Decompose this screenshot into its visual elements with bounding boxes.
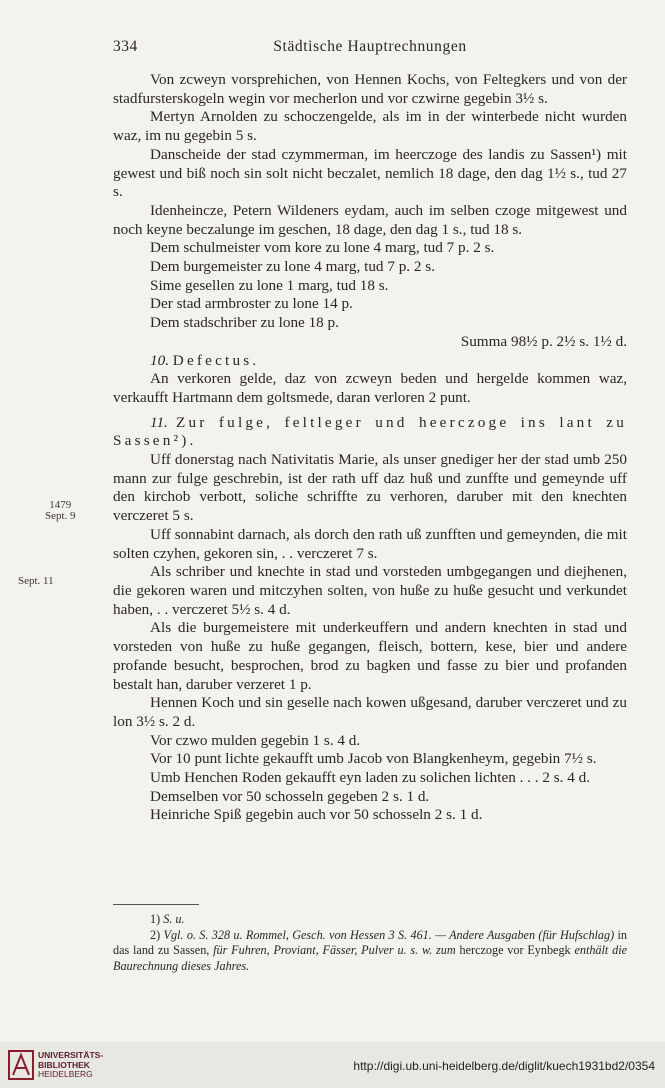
library-name-line: BIBLIOTHEK	[38, 1059, 90, 1070]
paragraph: Dem schulmeister vom kore zu lone 4 marg, tud 7 p. 2 s.	[150, 239, 495, 257]
running-header	[113, 38, 627, 58]
paragraph: Hennen Koch und sin geselle nach kowen ußgesand, daruber verczeret und zu lon 3½ s. 2 d.	[113, 694, 627, 730]
paragraph: Vor czwo mulden gegebin 1 s. 4 d.	[150, 731, 361, 749]
footnote-2	[113, 928, 627, 975]
margin-sept9: Sept. 9	[45, 510, 76, 522]
section-heading-10	[113, 352, 627, 371]
footnote-mark: 2)	[150, 927, 161, 942]
paragraph: Umb Henchen Roden gekaufft eyn laden zu solichen lichten . . . 2 s. 4 d.	[150, 769, 591, 787]
footnote-text: herczoge vor Eynbegk	[455, 943, 575, 957]
margin-year: 1479	[49, 499, 72, 511]
footnote-text: für Fuhren, Proviant, Fässer, Pulver u. s. w. zum	[213, 943, 456, 957]
paragraph: Idenheincze, Petern Wildeners eydam, auch im selben czoge mitgewest und noch keyne beczalunge im geschen, 18 dage, den dag 1 s., tud 18 s.	[113, 201, 627, 238]
footnotes	[113, 912, 627, 974]
library-name-line: UNIVERSITÄTS-	[38, 1050, 104, 1060]
paragraph: Heinriche Spiß gegebin auch vor 50 schosseln 2 s. 1 d.	[150, 806, 483, 824]
section-title: Zur fulge, feltleger und heerczoge ins lant zu Sassen²).	[113, 413, 627, 450]
section-title: Defectus.	[172, 351, 260, 369]
section-number: 11.	[150, 413, 168, 431]
paragraph: Uff sonnabint darnach, als dorch den rath uß zunfften und gemeynden, die mit solten czyhen, gekoren sin, . . verczeret 7 s.	[113, 525, 627, 562]
margin-note-date	[45, 500, 76, 522]
library-name-line: HEIDELBERG	[38, 1069, 93, 1079]
margin-sept11: Sept. 11	[18, 575, 54, 587]
paragraph: Mertyn Arnolden zu schoczengelde, als im in der winterbede nicht wurden waz, im nu gegebin 5 s.	[113, 108, 627, 145]
footnote-text: enthält die Baurechnung dieses Jahres.	[113, 943, 627, 973]
university-library-logo-icon	[8, 1050, 34, 1080]
section-number: 10.	[150, 351, 169, 369]
footnote-text: S. u.	[163, 912, 185, 926]
section-heading-11	[113, 414, 627, 451]
main-text	[113, 71, 627, 825]
paragraph: Sime gesellen zu lone 1 marg, tud 18 s.	[150, 276, 389, 294]
footnote-mark: 1)	[150, 912, 161, 926]
paragraph: Demselben vor 50 schosseln gegeben 2 s. 1 d.	[150, 787, 430, 805]
paragraph: Als schriber und knechte in stad und vorsteden umbgegangen und diejhenen, die gekoren waren und mitczyhen solten, von huße zu huße gesucht und verkundet haben, . . verczeret 5½ s. 4 d.	[113, 563, 627, 618]
footnote-rule	[113, 904, 199, 905]
running-title: Städtische Hauptrechnungen	[273, 38, 467, 55]
paragraph: Dem burgemeister zu lone 4 marg, tud 7 p. 2 s.	[150, 258, 435, 276]
summa-line: Summa 98½ p. 2½ s. 1½ d.	[460, 332, 627, 350]
footnote-text: in das land zu Sassen,	[113, 927, 627, 957]
paragraph: Danscheide der stad czymmerman, im heerczoge des landis zu Sassen¹) mit gewest und biß noch sin solt nicht beczalet, nemlich 18 dage, den dag 1½ s., tud 27 s.	[113, 145, 627, 201]
paragraph: Dem stadschriber zu lone 18 p.	[150, 314, 339, 332]
paragraph: An verkoren gelde, daz von zcweyn beden und hergelde kommen waz, verkaufft Hartmann dem goltsmede, daran verloren 2 punt.	[113, 370, 627, 406]
paragraph: Von zcweyn vorsprehichen, von Hennen Kochs, von Feltegkers und von der stadfursterskogeln wegin vor mecherlon und vor czwirne gegebin 3½ s.	[113, 71, 627, 107]
footnote-1	[113, 912, 627, 928]
paragraph: Vor 10 punt lichte gekaufft umb Jacob von Blangkenheym, gegebin 7½ s.	[150, 750, 597, 768]
paragraph: Uff donerstag nach Nativitatis Marie, als unser gnediger her der stad umb 250 mann zur fulge geschrebin, ist der rath uff daz huß und zunffte und gemeynde uff den kirchob verbott, soliche schriffte zu verhoren, daruber mit den knechten verczeret 5 s.	[113, 451, 627, 525]
digitization-footer	[0, 1042, 665, 1088]
footnote-text: Vgl. o. S. 328 u. Rommel, Gesch. von Hessen 3 S. 461. — Andere Ausgaben (für Hufschlag)	[163, 927, 615, 942]
source-url-link[interactable]: http://digi.ub.uni-heidelberg.de/diglit/kuech1931bd2/0354	[353, 1059, 655, 1073]
page-number: 334	[113, 38, 138, 55]
paragraph: Der stad armbroster zu lone 14 p.	[150, 295, 353, 313]
library-name	[38, 1051, 103, 1080]
paragraph: Als die burgemeistere mit underkeuffern und andern knechten in stad und vorsteden von huße zu huße gegangen, fleisch, bottern, kese, bier und andere profande besucht, besprochen, brod zu bagken und fasse zu bier und profanden bestalt han, daruber verzeret 1 p.	[113, 619, 627, 693]
